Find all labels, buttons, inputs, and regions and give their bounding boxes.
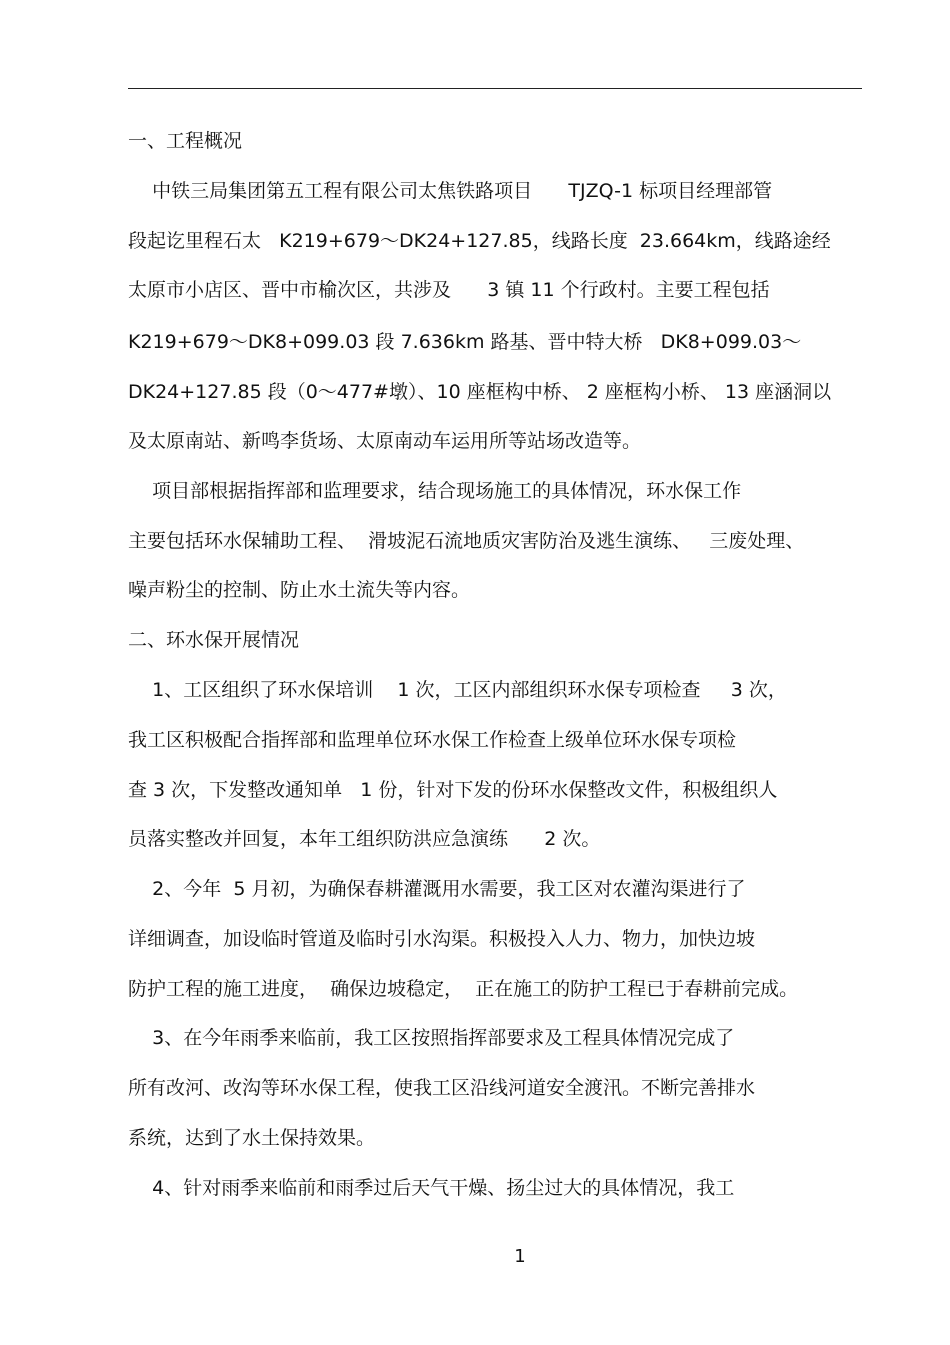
text-line: 1、工区组织了环水保培训 1 次，工区内部组织环水保专项检查 3 次， xyxy=(128,679,787,701)
text-line: 噪声粉尘的控制、防止水土流失等内容。 xyxy=(128,579,471,601)
text-line: 2、今年 5 月初，为确保春耕灌溉用水需要，我工区对农灌沟渠进行了 xyxy=(128,878,746,900)
text-line: 系统，达到了水土保持效果。 xyxy=(128,1127,376,1149)
text-line: 详细调查，加设临时管道及临时引水沟渠。积极投入人力、物力，加快边坡 xyxy=(128,928,756,950)
text-line: 中铁三局集团第五工程有限公司太焦铁路项目 TJZQ-1 标项目经理部管 xyxy=(128,180,773,202)
text-line: 所有改河、改沟等环水保工程，使我工区沿线河道安全渡汛。不断完善排水 xyxy=(128,1077,756,1099)
text-line: 4、针对雨季来临前和雨季过后天气干燥、扬尘过大的具体情况，我工 xyxy=(128,1177,735,1199)
header-rule xyxy=(128,88,862,89)
text-line: 防护工程的施工进度， 确保边坡稳定， 正在施工的防护工程已于春耕前完成。 xyxy=(128,978,799,1000)
text-line: 3、在今年雨季来临前，我工区按照指挥部要求及工程具体情况完成了 xyxy=(128,1027,735,1049)
heading-env-protection-progress: 二、环水保开展情况 xyxy=(128,629,300,651)
text-line: 太原市小店区、晋中市榆次区，共涉及 3 镇 11 个行政村。主要工程包括 xyxy=(128,279,770,301)
text-line: 主要包括环水保辅助工程、 滑坡泥石流地质灾害防治及逃生演练、 三废处理、 xyxy=(128,530,805,552)
page-number: 1 xyxy=(514,1246,526,1267)
text-line: 项目部根据指挥部和监理要求，结合现场施工的具体情况，环水保工作 xyxy=(128,480,742,502)
text-line: 我工区积极配合指挥部和监理单位环水保工作检查上级单位环水保专项检 xyxy=(128,729,737,751)
text-line: 查 3 次，下发整改通知单 1 份，针对下发的份环水保整改文件，积极组织人 xyxy=(128,779,778,801)
text-line: 及太原南站、新鸣李货场、太原南动车运用所等站场改造等。 xyxy=(128,430,642,452)
text-line: 员落实整改并回复，本年工组织防洪应急演练 2 次。 xyxy=(128,828,601,850)
text-line: K219+679～DK8+099.03 段 7.636km 路基、晋中特大桥 DK8+099.03～ xyxy=(128,331,802,353)
text-line: DK24+127.85 段（0～477#墩）、10 座框构中桥、 2 座框构小桥、 13 座涵洞以 xyxy=(128,381,832,403)
heading-project-overview: 一、工程概况 xyxy=(128,130,243,152)
text-line: 段起讫里程石太 K219+679～DK24+127.85，线路长度 23.664km，线路途经 xyxy=(128,230,831,252)
